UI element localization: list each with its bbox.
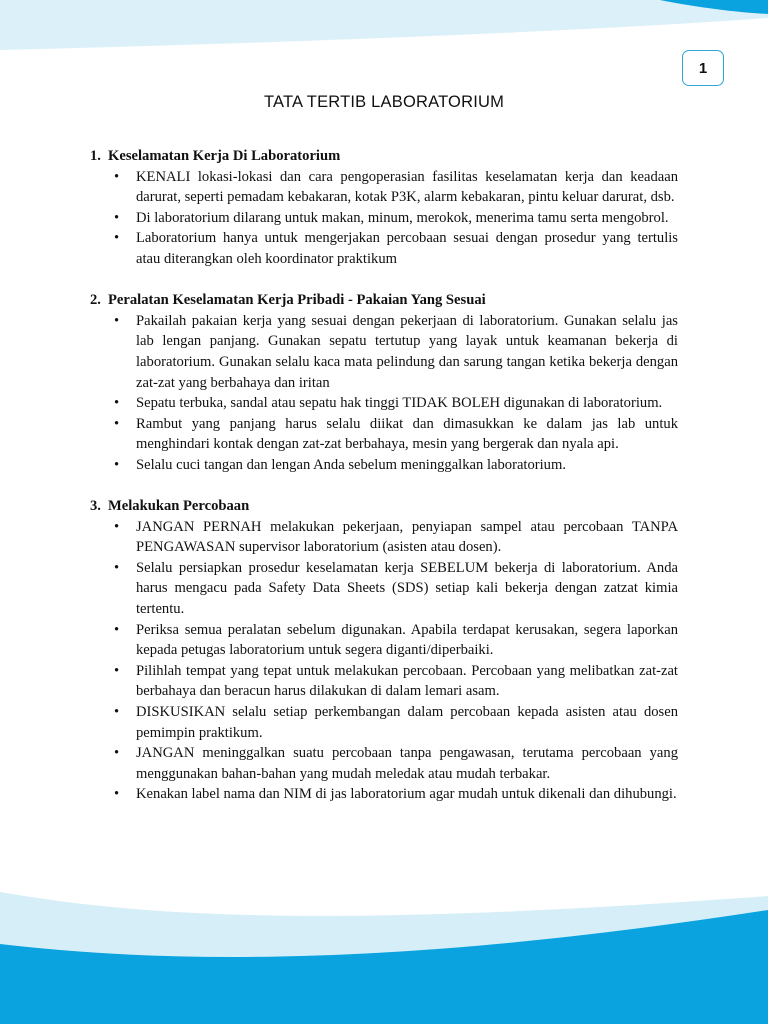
section-experiments <box>90 496 678 805</box>
document-title: TATA TERTIB LABORATORIUM <box>263 93 505 111</box>
section-number: 1. <box>90 148 101 164</box>
list-item: • KENALI lokasi-lokasi dan cara pengoperasian fasilitas keselamatan kerja dan keadaan darurat, seperti pemadam kebakaran, kotak P3K, alarm kebakaran, pintu keluar darurat, dsb. <box>90 167 678 208</box>
list-item: • Di laboratorium dilarang untuk makan, minum, merokok, menerima tamu serta mengobrol. <box>90 208 678 229</box>
page-number: 1 <box>698 59 708 77</box>
section-safety <box>90 146 678 270</box>
list-item: • Pilihlah tempat yang tepat untuk melakukan percobaan. Percobaan yang melibatkan zat-zat berbahaya dan beracun harus dilakukan di dalam lemari asam. <box>90 661 678 702</box>
section-number: 2. <box>90 292 101 309</box>
page-number-badge <box>682 50 724 86</box>
bullet-list <box>90 517 678 805</box>
section-title: Keselamatan Kerja Di Laboratorium <box>108 148 341 164</box>
bottom-wave-light <box>0 892 768 1024</box>
bullet-list <box>90 311 678 476</box>
list-item: • DISKUSIKAN selalu setiap perkembangan dalam percobaan kepada asisten atau dosen pemimpin praktikum. <box>90 702 678 743</box>
bottom-wave-decoration <box>0 874 768 1024</box>
top-wave-light <box>0 0 768 50</box>
bottom-wave-dark <box>0 910 768 1024</box>
list-item: • Pakailah pakaian kerja yang sesuai dengan pekerjaan di laboratorium. Gunakan selalu jas lab lengan panjang. Gunakan sepatu tertutup yang layak untuk keamanan bekerja di laboratorium. Gunakan selalu kaca mata pelindung dan sarung tangan ketika bekerja dengan zat-zat yang berbahaya dan iritan <box>90 311 678 393</box>
list-item: • JANGAN PERNAH melakukan pekerjaan, penyiapan sampel atau percobaan TANPA PENGAWASAN supervisor laboratorium (asisten atau dosen). <box>90 517 678 558</box>
list-item: • Sepatu terbuka, sandal atau sepatu hak tinggi TIDAK BOLEH digunakan di laboratorium. <box>90 393 678 414</box>
top-wave-decoration <box>0 0 768 60</box>
section-heading <box>90 146 678 167</box>
section-heading <box>90 290 678 311</box>
top-wave-dark <box>660 0 768 14</box>
section-number: 3. <box>90 498 101 515</box>
list-item: • Selalu persiapkan prosedur keselamatan kerja SEBELUM bekerja di laboratorium. Anda harus mengacu pada Safety Data Sheets (SDS) setiap kali bekerja dengan zatzat kimia tertentu. <box>90 558 678 620</box>
list-item: • Periksa semua peralatan sebelum digunakan. Apabila terdapat kerusakan, segera laporkan kepada petugas laboratorium untuk segera diganti/diperbaiki. <box>90 620 678 661</box>
section-heading <box>90 496 678 517</box>
list-item: • Rambut yang panjang harus selalu diikat dan dimasukkan ke dalam jas lab untuk menghindari kontak dengan zat-zat berbahaya, mesin yang bergerak dan nyala api. <box>90 414 678 455</box>
section-personal-protective-equipment <box>90 290 678 475</box>
list-item: • Kenakan label nama dan NIM di jas laboratorium agar mudah untuk dikenali dan dihubungi. <box>90 784 678 805</box>
list-item: • Selalu cuci tangan dan lengan Anda sebelum meninggalkan laboratorium. <box>90 455 678 476</box>
section-title: Melakukan Percobaan <box>108 498 250 515</box>
document-body <box>90 146 678 826</box>
bullet-list <box>90 167 678 270</box>
list-item: • JANGAN meninggalkan suatu percobaan tanpa pengawasan, terutama percobaan yang menggunakan bahan-bahan yang mudah meledak atau mudah terbakar. <box>90 743 678 784</box>
section-title: Peralatan Keselamatan Kerja Pribadi - Pakaian Yang Sesuai <box>108 292 486 309</box>
list-item: • Laboratorium hanya untuk mengerjakan percobaan sesuai dengan prosedur yang tertulis atau diterangkan oleh koordinator praktikum <box>90 228 678 269</box>
